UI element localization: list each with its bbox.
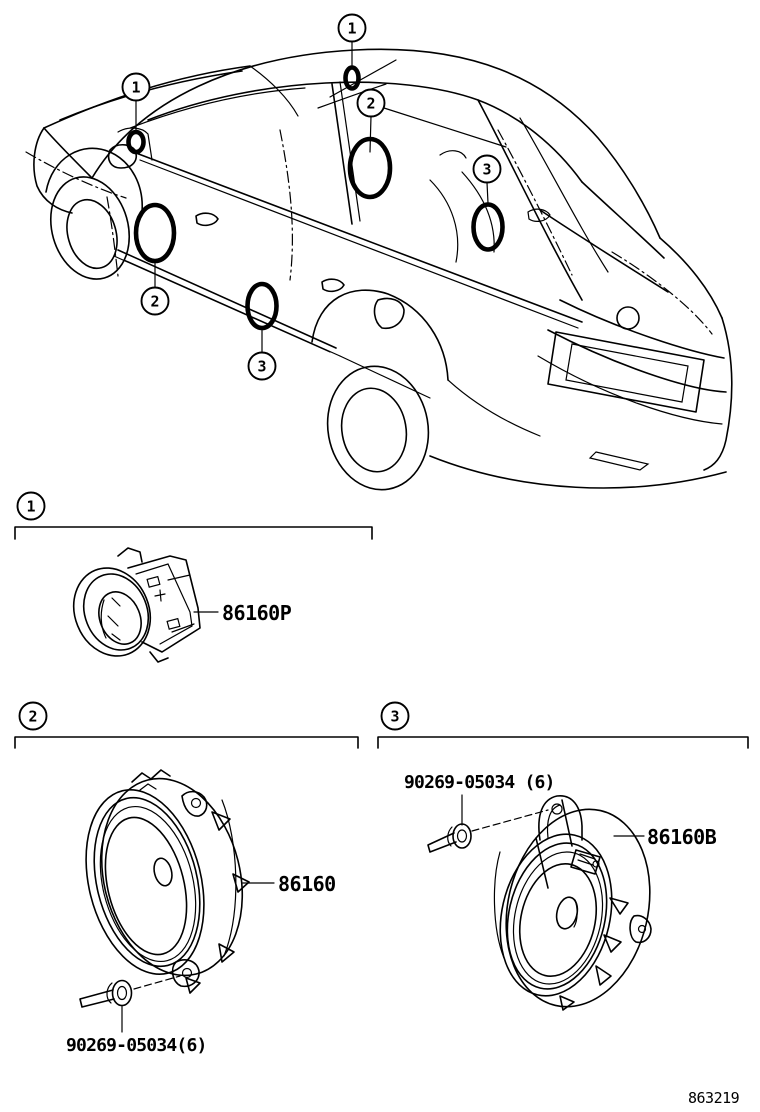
diagram-number: 863219 bbox=[688, 1089, 740, 1107]
section-3-bracket bbox=[378, 737, 748, 748]
section-3-number: 3 bbox=[390, 707, 400, 726]
callout-1-roof bbox=[339, 15, 366, 67]
part-label-front-door-speaker: 86160 bbox=[278, 872, 336, 896]
tweeter-location-left bbox=[129, 132, 144, 152]
callout-1-left bbox=[123, 74, 150, 131]
callout-number: 3 bbox=[257, 357, 267, 376]
screw-drawing-section-3 bbox=[428, 824, 471, 852]
section-2 bbox=[15, 703, 358, 1033]
callout-3-left bbox=[249, 330, 276, 380]
part-label-tweeter: 86160P bbox=[222, 601, 292, 625]
section-1 bbox=[15, 493, 372, 668]
part-label-rear-speaker: 86160B bbox=[647, 825, 717, 849]
callout-number: 1 bbox=[131, 78, 141, 97]
screw-drawing-section-2 bbox=[80, 981, 132, 1008]
callout-number: 2 bbox=[366, 94, 376, 113]
callout-number: 3 bbox=[482, 160, 492, 179]
screw-leader-dashed bbox=[472, 810, 548, 831]
callout-number: 1 bbox=[347, 19, 357, 38]
section-1-number: 1 bbox=[26, 497, 36, 516]
section-1-bracket bbox=[15, 527, 372, 539]
part-label-screw-section-3: 90269-05034 (6) bbox=[404, 772, 555, 793]
callout-3-right bbox=[474, 156, 501, 204]
tweeter-speaker-drawing bbox=[61, 548, 200, 668]
front-door-speaker-drawing bbox=[68, 764, 262, 993]
rear-speaker-drawing bbox=[485, 795, 669, 1021]
callout-number: 2 bbox=[150, 292, 160, 311]
vehicle-callouts bbox=[123, 15, 507, 380]
part-label-screw-section-2: 90269-05034(6) bbox=[66, 1035, 207, 1056]
front-door-speaker-location-left bbox=[136, 205, 174, 261]
section-3 bbox=[378, 703, 748, 1022]
section-2-bracket bbox=[15, 737, 358, 748]
vehicle-line-drawing bbox=[26, 49, 732, 497]
section-2-number: 2 bbox=[28, 707, 38, 726]
